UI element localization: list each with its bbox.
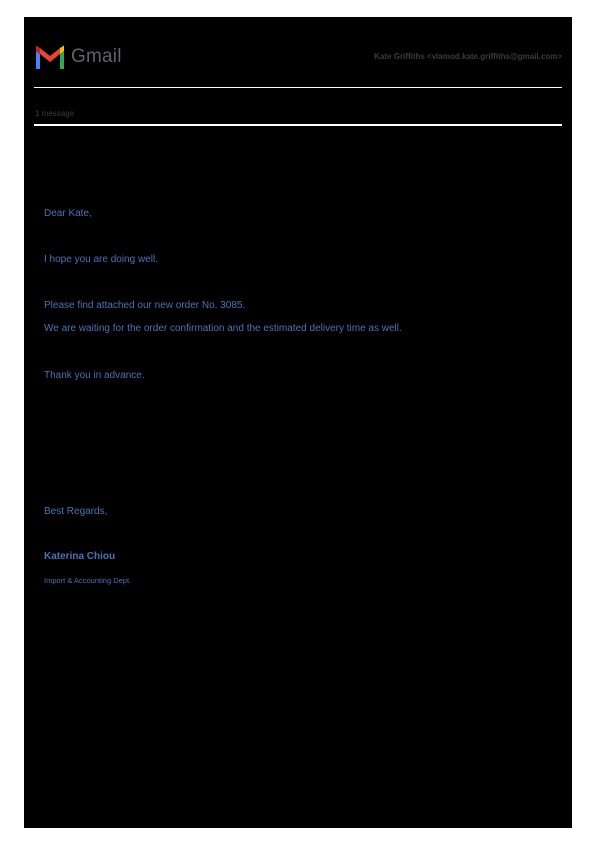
body-line-1: I hope you are doing well. [44, 254, 158, 265]
email-header [34, 43, 562, 73]
signature-name: Katerina Chiou [44, 551, 116, 562]
closing: Best Regards, [44, 506, 108, 517]
signature-department: Import & Accounting Dept. [44, 576, 132, 585]
body-line-4: Thank you in advance. [44, 370, 145, 381]
body-line-3: We are waiting for the order confirmation and the estimated delivery time as well. [44, 323, 402, 334]
thread-divider [34, 124, 562, 126]
gmail-logo [34, 43, 122, 71]
header-divider [34, 87, 562, 88]
gmail-m-icon [34, 45, 66, 69]
gmail-wordmark: Gmail [71, 46, 122, 67]
message-count: 1 message [35, 109, 75, 118]
greeting: Dear Kate, [44, 208, 92, 219]
body-line-2: Please find attached our new order No. 3085. [44, 300, 246, 311]
email-print-page [24, 17, 572, 828]
account-identity: Kate Griffiths <vlamod.kate.griffiths@gmail.com> [374, 52, 562, 61]
